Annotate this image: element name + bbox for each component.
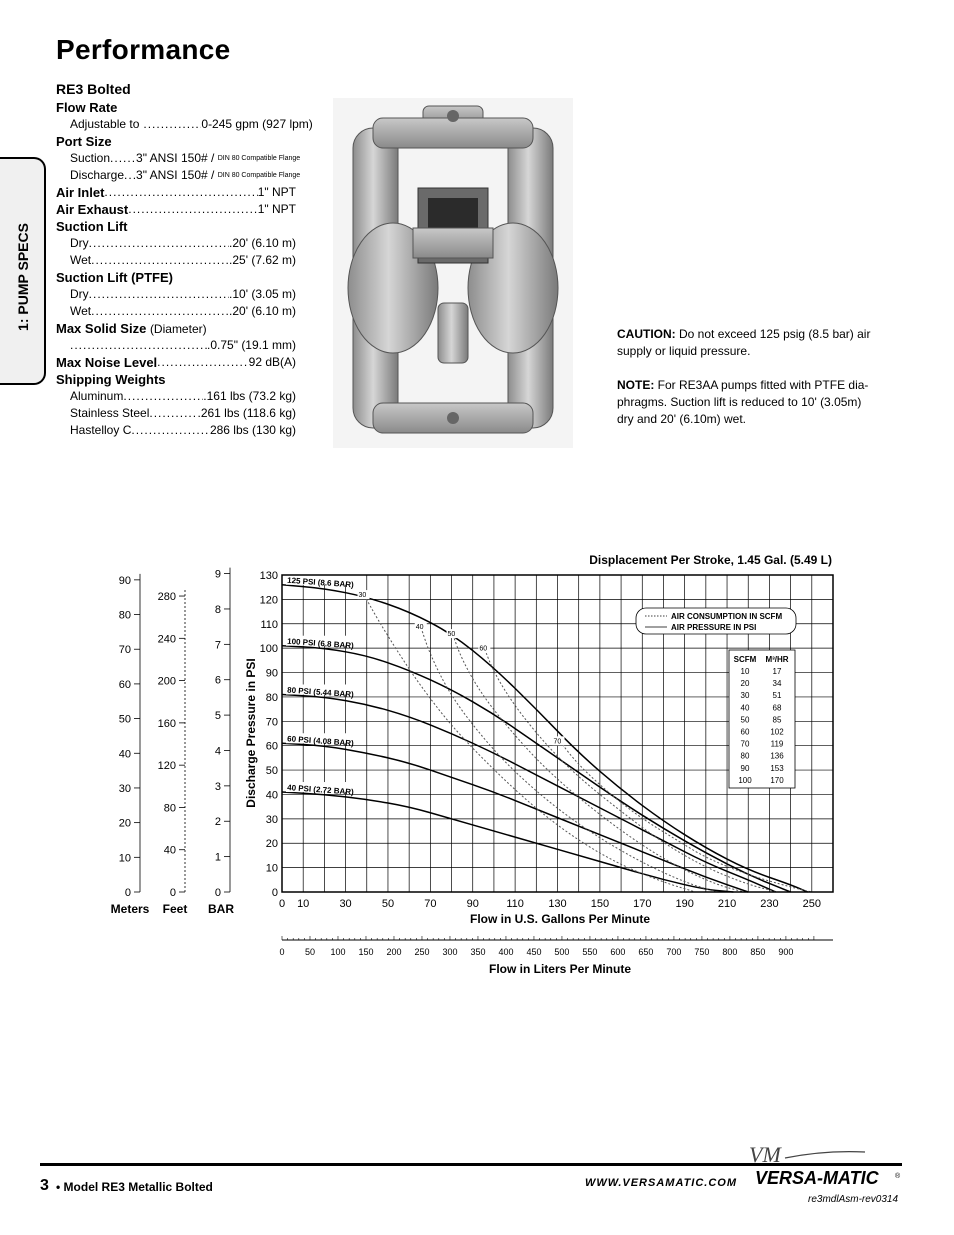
x-tick-label: 210 [717, 898, 737, 910]
lpm-tick-label: 800 [722, 947, 738, 957]
lpm-tick-label: 350 [470, 947, 486, 957]
spec-label: Max Solid Size [56, 321, 147, 336]
lpm-axis [279, 936, 833, 957]
document-id: re3mdlAsm-rev0314 [808, 1194, 899, 1205]
spec-label: Air Inlet [56, 185, 105, 200]
logo-registered: ® [895, 1173, 901, 1180]
x-tick-label: 0 [278, 898, 286, 910]
left-scale-tick-label: 6 [214, 674, 221, 687]
scfm-header: SCFM [733, 655, 757, 664]
left-scale-tick-label: 3 [214, 780, 221, 793]
x-tick-label: 130 [548, 898, 567, 910]
m3hr-cell: 51 [772, 691, 782, 701]
spec-value: .161 lbs (73.2 kg) [203, 389, 296, 403]
scfm-label: 40 [415, 623, 424, 631]
y-tick-label: 0 [271, 887, 278, 899]
spec-label: Stainless Steel [70, 406, 150, 420]
scfm-table-box [729, 650, 795, 788]
caution-notes [617, 326, 872, 445]
series-label: 125 PSI (8.6 BAR) [286, 575, 355, 590]
lpm-tick-label: 50 [304, 947, 316, 957]
spec-note: (Diameter) [149, 322, 207, 336]
left-scale-tick-label: 10 [118, 852, 131, 865]
lpm-tick-label: 850 [750, 947, 766, 957]
left-scale-tick-label: 20 [118, 817, 131, 830]
legend-dotted-label: AIR CONSUMPTION IN SCFM [671, 612, 783, 621]
y-tick-label: 90 [265, 667, 278, 680]
spec-value: .10' (3.05 m) [229, 287, 296, 301]
lpm-tick-label: 550 [582, 947, 598, 957]
left-scale-tick-label: 40 [163, 844, 176, 857]
left-scale-tick-label: 90 [118, 574, 131, 587]
left-scale-tick-label: 5 [214, 710, 221, 723]
left-scale-tick-label: 120 [157, 760, 176, 773]
scfm-table [729, 650, 795, 788]
performance-chart [0, 540, 954, 990]
footer-model: • Model RE3 Metallic Bolted [56, 1180, 213, 1194]
series-label: 60 PSI (4.08 BAR) [286, 734, 355, 748]
note-text: For RE3AA pumps fitted with PTFE dia-phragms. Suction lift is reduced to 10' (3.05m) dry and 20' (6.10m) wet. [617, 378, 869, 426]
chart-legend [636, 608, 796, 634]
suction-lift-ptfe-heading: Suction Lift (PTFE) [56, 270, 173, 285]
y-tick-label: 20 [265, 838, 278, 851]
lpm-tick-label: 900 [778, 947, 794, 957]
left-scale-tick-label: 40 [118, 748, 131, 761]
spec-suction [56, 150, 301, 167]
left-scale-tick-label: 1 [214, 851, 221, 864]
left-scale-tick-label: 80 [118, 609, 131, 622]
spec-label: Wet [70, 253, 92, 267]
spec-hastelloy [56, 422, 296, 439]
scfm-label: 70 [553, 738, 562, 746]
shipping-heading: Shipping Weights [56, 372, 166, 387]
left-scale-tick-label: 7 [214, 639, 221, 652]
m3hr-cell: 68 [772, 703, 782, 713]
y-tick-label: 10 [265, 862, 278, 875]
spec-aluminum [56, 388, 296, 405]
scfm-cell: 50 [740, 715, 750, 725]
x-tick-label: 90 [466, 898, 479, 910]
left-scale-tick-label: 50 [118, 713, 131, 726]
m3hr-cell: 153 [770, 763, 784, 773]
y-tick-label: 70 [265, 716, 278, 729]
spec-label: Hastelloy C [70, 423, 132, 437]
pump-illustration [333, 98, 573, 448]
spec-label: Suction [70, 151, 111, 165]
left-scale-tick-label: 60 [118, 678, 131, 691]
left-scale-name: BAR [208, 902, 234, 916]
logo-wordmark: VERSA-MATIC [755, 1168, 879, 1188]
m3hr-cell: 136 [770, 751, 784, 761]
suction-lift-heading: Suction Lift [56, 219, 128, 234]
x-axis-ticks [279, 898, 821, 910]
left-scale-tick-label: 0 [169, 887, 176, 899]
lpm-tick-label: 100 [330, 947, 346, 957]
lpm-tick-label: 650 [638, 947, 654, 957]
scfm-label: 30 [358, 592, 367, 600]
logo-initials: VM [749, 1142, 781, 1167]
spec-label: Dry [70, 236, 89, 250]
x-tick-label: 30 [339, 898, 352, 910]
y-tick-label: 130 [259, 570, 278, 582]
left-scale-tick-label: 2 [214, 816, 221, 829]
m3hr-cell: 102 [770, 727, 784, 737]
scfm-cell: 30 [740, 691, 750, 701]
spec-value: 92 dB(A) [248, 355, 296, 369]
scfm-cell: 80 [740, 751, 750, 761]
scfm-cell: 60 [740, 727, 750, 737]
spec-max-noise [56, 354, 296, 371]
left-scale-tick-label: 80 [163, 802, 176, 815]
spec-stainless [56, 405, 296, 422]
left-scale-tick-label: 30 [118, 782, 131, 795]
spec-value: .20' (6.10 m) [229, 304, 296, 318]
lpm-tick-label: 300 [442, 947, 458, 957]
footer-website-link[interactable]: WWW.VERSAMATIC.COM [585, 1177, 738, 1189]
left-scale-tick-label: 70 [118, 644, 131, 657]
spec-value: .25' (7.62 m) [229, 253, 296, 267]
specs-block [56, 80, 313, 439]
x-tick-label: 230 [760, 898, 779, 910]
legend-solid-label: AIR PRESSURE IN PSI [671, 623, 757, 632]
spec-adjustable [56, 116, 313, 133]
spec-value: 1" NPT [257, 202, 296, 216]
caution-text: Do not exceed 125 psig (8.5 bar) air supply or liquid pressure. [617, 327, 871, 358]
lpm-tick-label: 500 [554, 947, 570, 957]
side-tab-text: 1: PUMP SPECS [15, 223, 31, 331]
spec-value: .20' (6.10 m) [229, 236, 296, 250]
left-scale-tick-label: 240 [157, 633, 176, 646]
left-scale-tick-label: 0 [124, 887, 131, 899]
scfm-cell: 90 [740, 763, 750, 773]
spec-label: Max Noise Level [56, 355, 158, 370]
flow-rate-heading: Flow Rate [56, 100, 118, 115]
port-size-heading: Port Size [56, 134, 112, 149]
left-scale-tick-label: 4 [214, 745, 221, 758]
chart-title: Displacement Per Stroke, 1.45 Gal. (5.49 L) [589, 553, 832, 567]
spec-value: 0-245 gpm (927 lpm) [201, 117, 313, 131]
lpm-tick-label: 700 [666, 947, 682, 957]
lpm-tick-label: 0 [279, 947, 285, 957]
x-tick-label: 70 [424, 898, 437, 910]
y-axis-label: Discharge Pressure in PSI [244, 658, 258, 808]
x-tick-label: 50 [381, 898, 395, 910]
spec-label: Discharge [70, 168, 125, 182]
y-tick-label: 50 [265, 765, 278, 778]
specs-model: RE3 Bolted [56, 81, 131, 97]
performance-chart-svg [0, 540, 954, 990]
left-scale-tick-label: 8 [214, 603, 221, 616]
caution-paragraph [617, 326, 872, 360]
spec-label: Air Exhaust [56, 202, 129, 217]
side-tab-label [8, 222, 38, 332]
y-tick-label: 30 [265, 813, 278, 826]
spec-ptfe-dry [56, 286, 296, 303]
lpm-tick-label: 750 [694, 947, 710, 957]
lpm-tick-label: 150 [358, 947, 374, 957]
x2-axis-label: Flow in Liters Per Minute [488, 962, 632, 976]
pump-photo [333, 98, 573, 448]
spec-value: .261 lbs (118.6 kg) [197, 406, 296, 420]
y-axis-ticks [260, 570, 278, 899]
left-scale-tick-label: 200 [157, 675, 176, 688]
spec-value-small: DIN 80 Compatible Flange [217, 155, 301, 162]
m3hr-header: M³/HR [765, 655, 789, 664]
note-label: NOTE: [617, 378, 655, 392]
left-scale-name: Meters [110, 902, 150, 916]
spec-value: 1" NPT [257, 185, 296, 199]
scfm-label: 60 [479, 645, 488, 653]
scfm-cell: 100 [738, 775, 752, 785]
x-tick-label: 110 [506, 898, 524, 910]
left-scale-tick-label: 280 [157, 591, 176, 604]
spec-value: 3" ANSI 150# / [136, 168, 215, 182]
spec-discharge [56, 167, 301, 184]
x-tick-label: 190 [675, 898, 694, 910]
scfm-cell: 20 [740, 679, 750, 689]
spec-value: 286 lbs (130 kg) [209, 423, 296, 437]
x-tick-label: 250 [802, 898, 821, 910]
y-tick-label: 80 [265, 691, 278, 704]
page-title: Performance [56, 34, 231, 65]
series-label: 80 PSI (5.44 BAR) [286, 685, 355, 700]
spec-dry [56, 235, 296, 252]
lpm-tick-label: 600 [610, 947, 626, 957]
chart-series-labels [286, 575, 565, 797]
left-scale-tick-label: 0 [214, 887, 221, 899]
spec-value: .0.75" (19.1 mm) [207, 338, 296, 352]
lpm-tick-label: 200 [386, 947, 402, 957]
spec-label: Wet [70, 304, 92, 318]
y-tick-label: 100 [259, 643, 278, 656]
left-scales [111, 568, 235, 916]
spec-wet [56, 252, 296, 269]
spec-label: Dry [70, 287, 89, 301]
left-scale-tick-label: 9 [214, 568, 221, 581]
scfm-curve [363, 592, 696, 892]
left-scale-name: Feet [162, 902, 188, 916]
x-tick-label: 150 [590, 898, 610, 910]
m3hr-cell: 17 [772, 667, 782, 676]
spec-label: Adjustable to [70, 117, 140, 131]
series-label: 100 PSI (6.8 BAR) [286, 636, 355, 651]
note-paragraph [617, 377, 872, 428]
spec-value-small: DIN 80 Compatible Flange [217, 172, 301, 179]
spec-air-exhaust [56, 201, 296, 218]
spec-ptfe-wet [56, 303, 296, 320]
page-number: 3 [40, 1177, 49, 1194]
series-label: 40 PSI (2.72 BAR) [286, 783, 355, 797]
lpm-tick-label: 250 [414, 947, 430, 957]
scfm-label: 50 [447, 631, 456, 639]
y-tick-label: 60 [265, 740, 278, 753]
m3hr-cell: 34 [772, 679, 782, 689]
y-tick-label: 120 [259, 594, 278, 607]
scfm-cell: 40 [740, 703, 750, 713]
lpm-tick-label: 450 [526, 947, 542, 957]
y-tick-label: 40 [265, 789, 278, 802]
lpm-tick-label: 400 [498, 947, 514, 957]
spec-max-solid [56, 337, 296, 354]
scfm-cell: 70 [740, 739, 750, 749]
logo-swoosh [785, 1152, 865, 1158]
scfm-cell: 10 [740, 667, 750, 676]
versamatic-logo [745, 1142, 905, 1192]
left-scale-tick-label: 160 [157, 717, 176, 730]
x-tick-label: 10 [297, 898, 310, 910]
logo-svg [745, 1142, 905, 1192]
spec-value: 3" ANSI 150# / [136, 151, 215, 165]
m3hr-cell: 85 [772, 715, 782, 725]
m3hr-cell: 170 [770, 775, 784, 785]
x-tick-label: 170 [633, 898, 652, 910]
pressure-curve [282, 694, 776, 892]
max-solid-heading [56, 320, 296, 337]
spec-air-inlet [56, 184, 296, 201]
caution-label: CAUTION: [617, 327, 676, 341]
x-axis-label: Flow in U.S. Gallons Per Minute [469, 912, 651, 926]
m3hr-cell: 119 [770, 739, 784, 749]
y-tick-label: 110 [260, 618, 278, 631]
spec-label: Aluminum [70, 389, 124, 403]
